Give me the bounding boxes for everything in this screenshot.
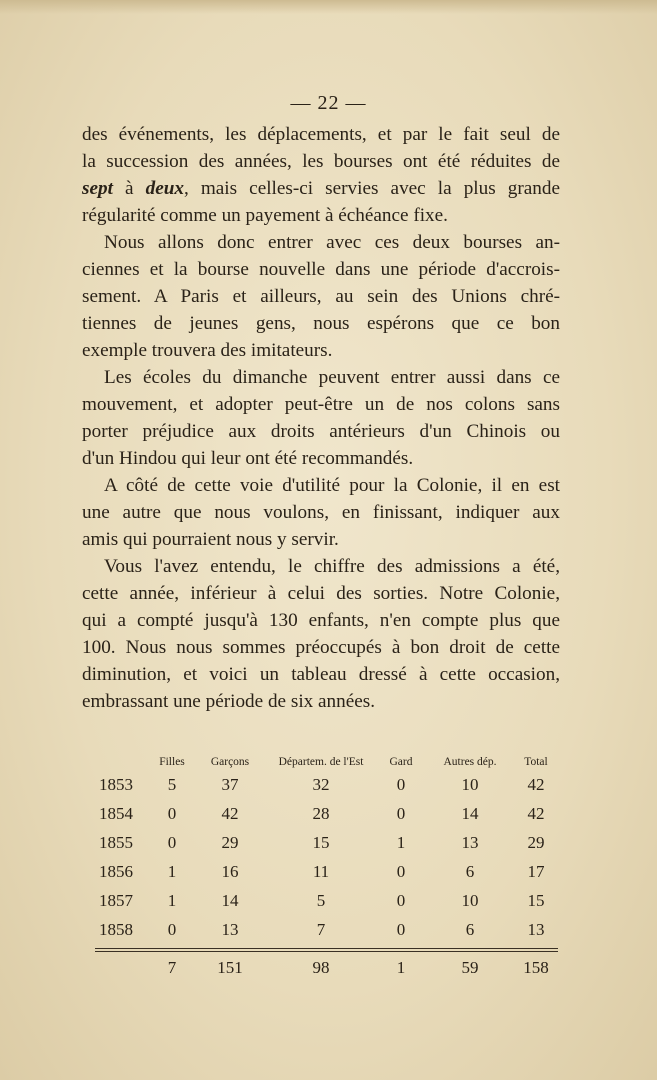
text-line: régularité comme un payement à échéance fixe. [82,205,448,226]
table-row [95,830,558,859]
total-departement-est: 98 [312,958,330,977]
cell-garcons: 16 [221,862,239,881]
cell-departement-est: 15 [312,833,330,852]
cell-year: 1855 [99,833,133,852]
cell-autres-departements: 13 [461,833,479,852]
text-line: A côté de cette voie d'utilité pour la Colonie, il en est [104,475,560,496]
text-line: sement. A Paris et ailleurs, au sein des Unions chré- [82,286,560,307]
header-garcons: Garçons [210,756,250,768]
cell-year: 1858 [99,920,133,939]
text-line: exemple trouvera des imitateurs. [82,340,333,361]
cell-total: 15 [527,891,545,910]
text-line: diminution, et voici un tableau dressé à cette occasion, [82,664,560,685]
text-line: Nous allons donc entrer avec ces deux bourses an- [104,232,560,253]
cell-autres-departements: 10 [461,775,479,794]
header-departement-est: Départem. de l'Est [278,756,364,768]
cell-total: 29 [527,833,545,852]
cell-garcons: 29 [221,833,239,852]
text-line [82,175,560,202]
cell-total: 17 [527,862,545,881]
cell-garcons: 37 [221,775,239,794]
cell-departement-est: 11 [312,862,330,881]
header-total: Total [524,756,548,768]
total-autres-departements: 59 [461,958,479,977]
text-fragment: à [112,178,146,199]
text-line: qui a compté jusqu'à 130 enfants, n'en compte plus que [82,610,560,631]
text-line: mouvement, et adopter peut-être un de nos colons sans [82,394,560,415]
text-line: porter préjudice aux droits antérieurs d'un Chinois ou [82,421,560,442]
page-top-edge [0,0,657,14]
cell-filles: 1 [167,862,177,881]
table-row [95,772,558,801]
cell-autres-departements: 10 [461,891,479,910]
cell-garcons: 14 [221,891,239,910]
table-totals-row [95,952,558,982]
cell-autres-departements: 14 [461,804,479,823]
text-line: une autre que nous voulons, en finissant, indiquer aux [82,502,560,523]
text-line: cette année, inférieur à celui des sorties. Notre Colonie, [82,583,560,604]
text-line: amis qui pourraient nous y servir. [82,529,339,550]
cell-autres-departements: 6 [465,920,475,939]
cell-gard: 0 [396,775,406,794]
table-rule [95,948,558,949]
cell-total: 13 [527,920,545,939]
cell-autres-departements: 6 [465,862,475,881]
table-row [95,888,558,917]
cell-filles: 0 [167,804,177,823]
cell-filles: 0 [167,833,177,852]
total-garcons: 151 [217,958,243,977]
table-header [95,752,558,772]
cell-gard: 1 [396,833,406,852]
header-gard: Gard [389,756,413,768]
text-line: des événements, les déplacements, et par le fait seul de [82,124,560,145]
total-gard: 1 [396,958,406,977]
total-total: 158 [523,958,549,977]
cell-total: 42 [527,804,545,823]
table-row [95,859,558,888]
italic-word: sept [82,178,113,199]
body-text [82,121,560,715]
cell-departement-est: 7 [316,920,326,939]
cell-departement-est: 5 [316,891,326,910]
cell-gard: 0 [396,891,406,910]
text-line: Vous l'avez entendu, le chiffre des admissions a été, [104,556,560,577]
cell-gard: 0 [396,804,406,823]
text-line: la succession des années, les bourses ont été réduites de [82,151,560,172]
cell-garcons: 13 [221,920,239,939]
text-line: 100. Nous nous sommes préoccupés à bon droit de cette [82,637,560,658]
text-line: Les écoles du dimanche peuvent entrer aussi dans ce [104,367,560,388]
italic-word: deux [145,178,184,199]
cell-gard: 0 [396,862,406,881]
total-filles: 7 [167,958,177,977]
cell-filles: 1 [167,891,177,910]
cell-year: 1854 [99,804,133,823]
cell-total: 42 [527,775,545,794]
header-autres-departements: Autres dép. [443,756,497,768]
text-line: d'un Hindou qui leur ont été recommandés. [82,448,414,469]
cell-departement-est: 32 [312,775,330,794]
table-body [95,772,558,946]
header-filles: Filles [159,756,185,768]
text-fragment: , mais celles-ci servies avec la plus grande [183,178,560,199]
cell-year: 1856 [99,862,133,881]
cell-year: 1853 [99,775,133,794]
cell-filles: 0 [167,920,177,939]
table-row [95,801,558,830]
text-line: embrassant une période de six années. [82,691,376,712]
page-number: — 22 — [290,92,367,114]
text-line: tiennes de jeunes gens, nous espérons que ce bon [82,313,560,334]
text-line: ciennes et la bourse nouvelle dans une période d'accrois- [82,259,560,280]
cell-gard: 0 [396,920,406,939]
cell-departement-est: 28 [312,804,330,823]
cell-garcons: 42 [221,804,239,823]
cell-filles: 5 [167,775,177,794]
statistics-table [95,752,558,982]
table-row [95,917,558,946]
cell-year: 1857 [99,891,133,910]
